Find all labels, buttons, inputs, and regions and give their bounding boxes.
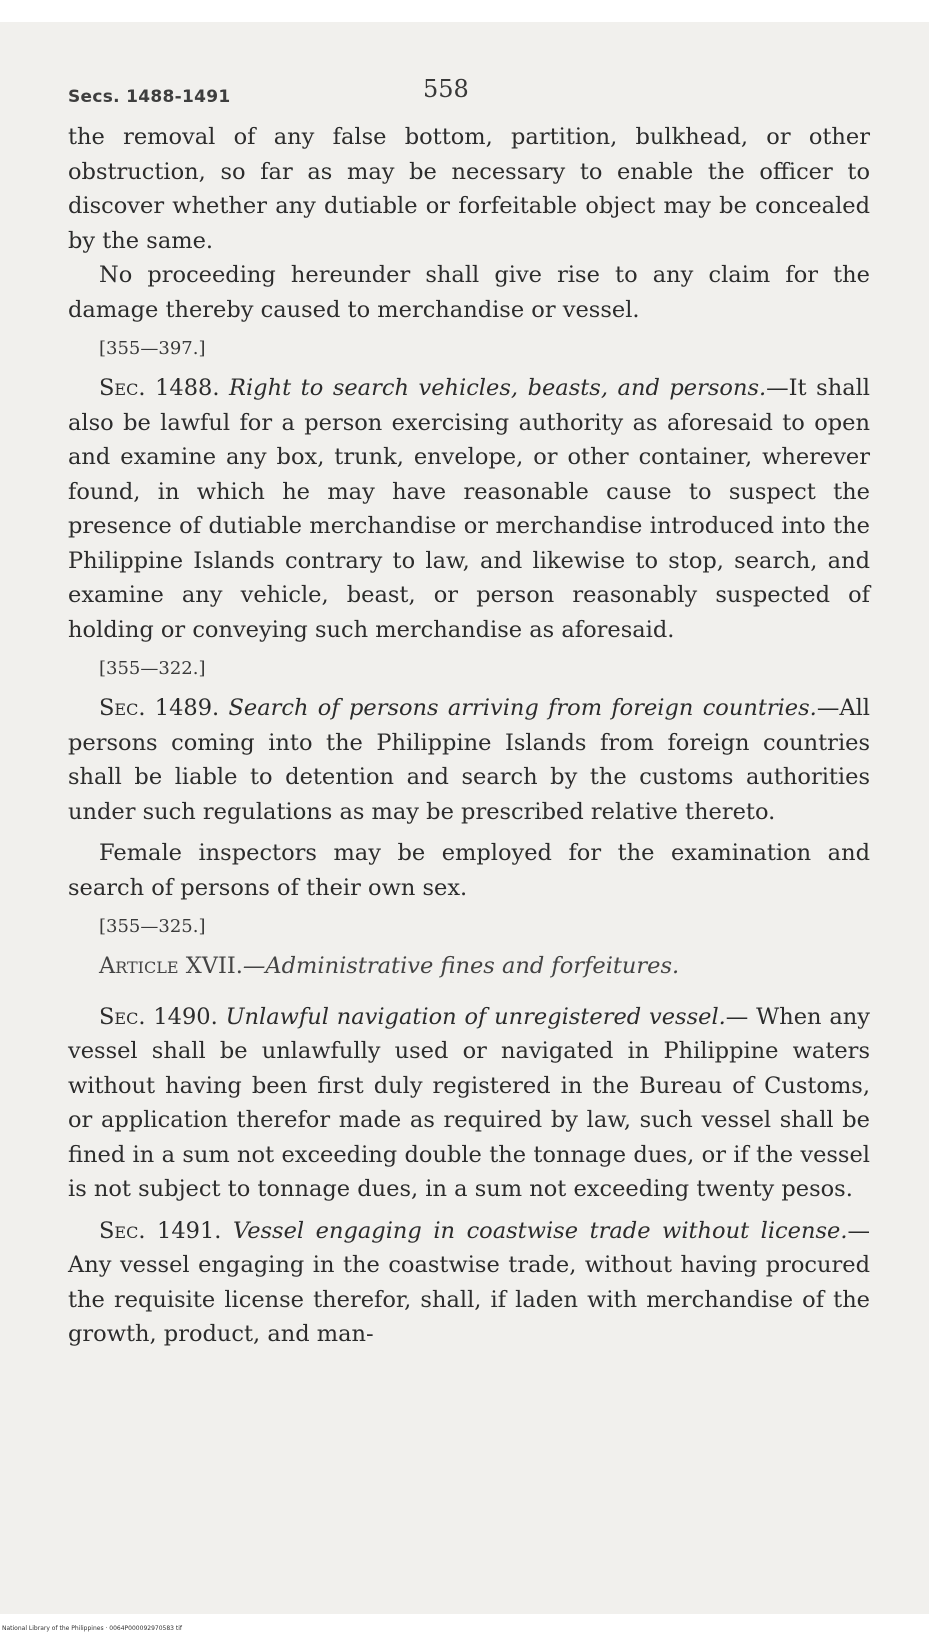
section-text: — When any vessel shall be unlawfully used or navigated in Philippine waters without having been first duly registered in the Bureau of Customs, or application therefor made as required by law, such vessel shall be fined in a sum not exceeding double the tonnage dues, or if the vessel is not subject to tonnage dues, in a sum not exceeding twenty pesos.	[68, 1003, 870, 1202]
section-label: Sec.	[99, 695, 146, 721]
article-title: —Administrative fines and forfeitures.	[242, 953, 680, 979]
paragraph-female-inspectors: Female inspectors may be employed for the examination and search of persons of their own sex.	[68, 840, 870, 901]
section-title: Vessel engaging in coastwise trade without license.	[233, 1217, 848, 1244]
section-title: Unlawful navigation of unregistered vessel.	[225, 1003, 726, 1030]
section-label: Sec.	[99, 375, 146, 401]
scanned-page	[0, 22, 929, 1614]
section-text: —It shall also be lawful for a person exercising authority as aforesaid to open and examine any box, trunk, envelope, or other container, wherever found, in which he may have reasonable cause to suspect the presence of dutiable merchandise or merchandise introduced into the Philippine Islands contrary to law, and likewise to stop, search, and examine any vehicle, beast, or person reasonably suspected of holding or conveying such merchandise as aforesaid.	[68, 375, 870, 643]
section-1489	[68, 691, 870, 829]
section-title: Right to search vehicles, beasts, and persons.	[229, 375, 767, 401]
running-head-sections: Secs. 1488-1491	[68, 87, 231, 107]
section-label: Sec.	[99, 1217, 146, 1244]
citation: [355—322.]	[99, 658, 206, 679]
article-label: Article XVII.	[99, 953, 243, 979]
citation: [355—397.]	[99, 338, 206, 359]
section-1490	[68, 1000, 870, 1207]
citation: [355—325.]	[99, 916, 206, 937]
section-label: Sec.	[99, 1003, 146, 1030]
section-number: 1488.	[155, 375, 220, 401]
section-number: 1491.	[157, 1217, 222, 1244]
section-number: 1489.	[154, 695, 220, 721]
paragraph-continuation: the removal of any false bottom, partition, bulkhead, or other obstruction, so far as may be necessary to enable the officer to discover whether any dutiable or forfeitable object may be concealed by the same.	[68, 124, 870, 254]
page-number: 558	[423, 75, 469, 103]
section-1491	[68, 1214, 870, 1352]
article-heading	[68, 949, 870, 984]
scan-metadata: National Library of the Philippines · 0064P000092970583 tif	[2, 1625, 183, 1632]
section-title: Search of persons arriving from foreign countries.	[228, 695, 817, 721]
section-text: —Any vessel engaging in the coastwise trade, without having procured the requisite license therefor, shall, if laden with merchandise of the growth, product, and man-	[68, 1217, 870, 1347]
section-text: —All persons coming into the Philippine Islands from foreign countries shall be liable to detention and search by the customs authorities under such regulations as may be prescribed relative thereto.	[68, 695, 870, 825]
body-text	[68, 120, 870, 1352]
page-header	[68, 62, 879, 112]
paragraph-no-claim: No proceeding hereunder shall give rise to any claim for the damage thereby caused to merchandise or vessel.	[68, 262, 870, 323]
section-number: 1490.	[153, 1003, 218, 1030]
section-1488	[68, 371, 870, 647]
